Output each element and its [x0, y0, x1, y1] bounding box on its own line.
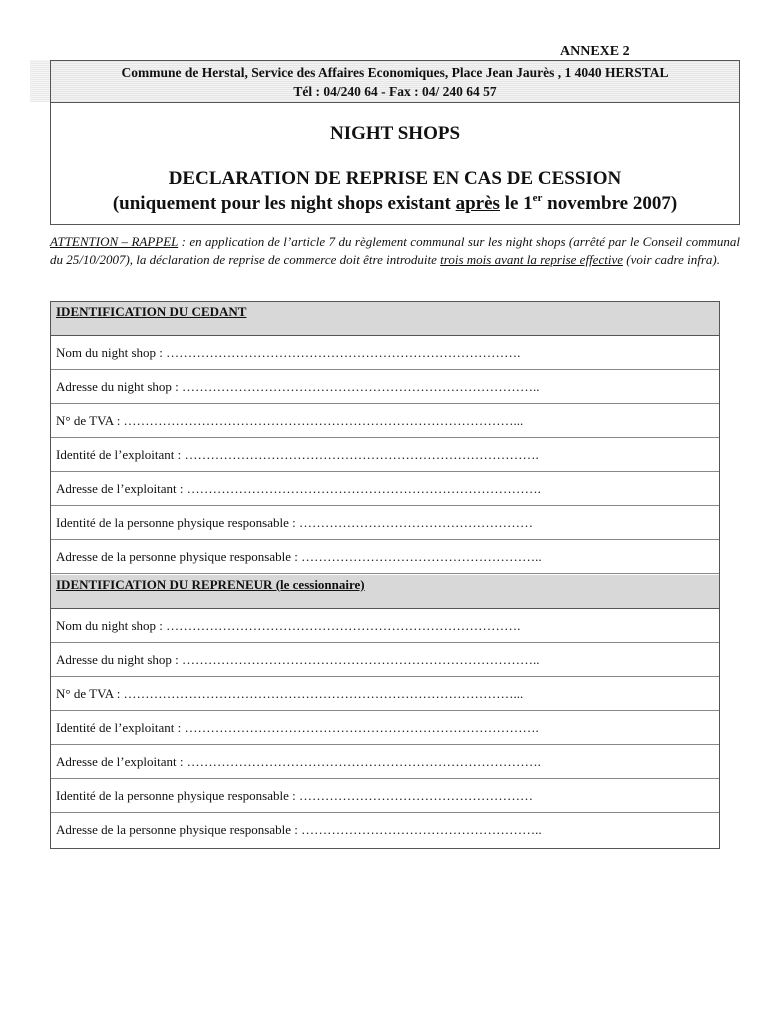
repreneur-vat-field[interactable]: N° de TVA : ………………………………………………………………………………...: [51, 677, 719, 711]
cedant-operator-address-field[interactable]: Adresse de l’exploitant : ……………………………………………………………………….: [51, 472, 719, 506]
identification-table: [50, 301, 720, 849]
repreneur-responsible-identity-field[interactable]: Identité de la personne physique responsable : ………………………………………………: [51, 779, 719, 813]
doc-scope: (uniquement pour les night shops existant après le 1er novembre 2007): [112, 192, 678, 214]
cedant-operator-identity-field[interactable]: Identité de l’exploitant : ……………………………………………………………………….: [51, 438, 719, 472]
section-cedant-header: IDENTIFICATION DU CEDANT: [51, 302, 719, 336]
attention-label: ATTENTION – RAPPEL: [50, 234, 179, 249]
cedant-night-shop-address-field[interactable]: Adresse du night shop : ………………………………………………………………………..: [51, 370, 719, 404]
repreneur-night-shop-name-field[interactable]: Nom du night shop : ……………………………………………………………………….: [51, 609, 719, 643]
commune-header: [50, 60, 740, 102]
repreneur-responsible-address-field[interactable]: Adresse de la personne physique responsable : ………………………………………………..: [56, 822, 542, 837]
doc-title: NIGHT SHOPS: [329, 123, 461, 144]
repreneur-operator-identity-field[interactable]: Identité de l’exploitant : ……………………………………………………………………….: [51, 711, 719, 745]
cedant-night-shop-name-field[interactable]: Nom du night shop : ……………………………………………………………………….: [51, 336, 719, 370]
cedant-responsible-address-field[interactable]: Adresse de la personne physique responsable : ………………………………………………..: [51, 540, 719, 574]
header-phone-fax: Tél : 04/240 64 - Fax : 04/ 240 64 57: [293, 84, 497, 99]
deadline-text: trois mois avant la reprise effective: [440, 251, 623, 267]
annex-label: ANNEXE 2: [560, 44, 630, 59]
doc-subtitle: DECLARATION DE REPRISE EN CAS DE CESSION: [168, 168, 622, 189]
section-repreneur-header: IDENTIFICATION DU REPRENEUR (le cessionnaire): [51, 575, 719, 609]
attention-notice: ATTENTION – RAPPEL : en application de l’article 7 du règlement communal sur les night shops (arrêté par le Conseil communal du 25/10/2007), la déclaration de reprise de commerce doit être introduite trois mois avant la reprise effective (voir cadre infra).: [50, 234, 740, 267]
cedant-vat-field[interactable]: N° de TVA : ………………………………………………………………………………...: [51, 404, 719, 438]
header-address: Commune de Herstal, Service des Affaires Economiques, Place Jean Jaurès , 1 4040 HERSTAL: [121, 65, 669, 80]
cedant-responsible-identity-field[interactable]: Identité de la personne physique responsable : ………………………………………………: [51, 506, 719, 540]
repreneur-night-shop-address-field[interactable]: Adresse du night shop : ………………………………………………………………………..: [51, 643, 719, 677]
title-box: [50, 102, 740, 225]
repreneur-operator-address-field[interactable]: Adresse de l’exploitant : ……………………………………………………………………….: [51, 745, 719, 779]
